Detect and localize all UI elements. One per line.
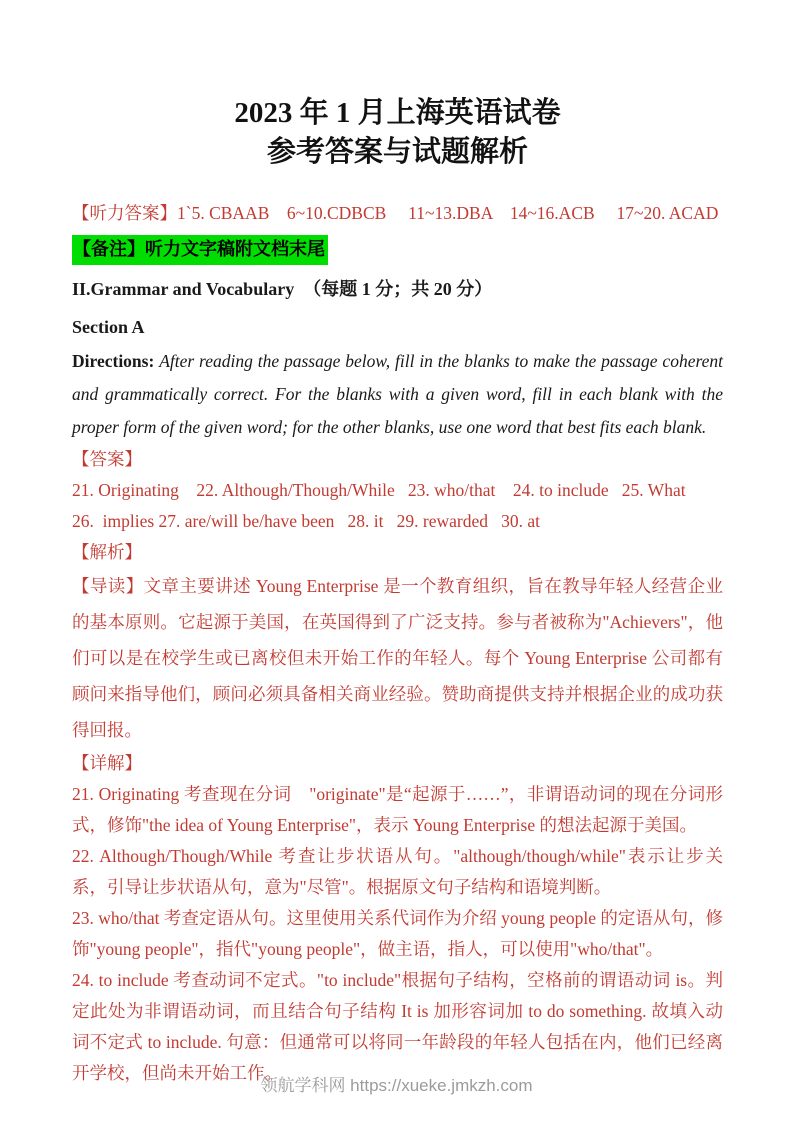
analysis-marker: 【解析】: [72, 542, 142, 562]
detail-paragraph-21: 21. Originating 考查现在分词 "originate"是“起源于……”，非谓语动词的现在分词形式，修饰"the idea of Young Enterprise"，表示 Young Enterprise 的想法起源于美国。: [72, 784, 723, 835]
directions-label: Directions:: [72, 351, 160, 371]
answer-marker: 【答案】: [72, 449, 142, 469]
listening-answers-label: 【听力答案】: [72, 203, 177, 223]
listening-answers-line: [72, 200, 723, 226]
listening-answers-values: 1`5. CBAAB 6~10.CDBCB 11~13.DBA 14~16.ACB 17~20. ACAD: [177, 203, 719, 223]
note-line: [72, 235, 723, 265]
intro-paragraph: 【导读】文章主要讲述 Young Enterprise 是一个教育组织，旨在教导年轻人经营企业的基本原则。它起源于美国，在英国得到了广泛支持。参与者被称为"Achievers"，他们可以是在校学生或已离校但未开始工作的年轻人。每个 Young Enterprise 公司都有顾问来指导他们，顾问必须具备相关商业经验。赞助商提供支持并根据企业的成功获得回报。: [72, 576, 723, 740]
detail-marker: 【详解】: [72, 753, 142, 773]
detail-paragraph-23: 23. who/that 考查定语从句。这里使用关系代词作为介绍 young people 的定语从句，修饰"young people"，指代"young people"，做主语，指人，可以使用"who/that"。: [72, 908, 723, 959]
directions-text: After reading the passage below, fill in the blanks to make the passage coherent and grammatically correct. For the blanks with a given word, fill in each blank with the proper form of the given word; for the other blanks, use one word that best fits each blank.: [72, 351, 724, 437]
answers-line-26-30: 26. implies 27. are/will be/have been 28. it 29. rewarded 30. at: [72, 511, 540, 531]
detail-paragraph-22: 22. Although/Though/While 考查让步状语从句。"although/though/while"表示让步关系，引导让步状语从句，意为"尽管"。根据原文句子结构和语境判断。: [72, 846, 723, 897]
site-watermark: 领航学科网 https://xueke.jmkzh.com: [260, 1076, 533, 1095]
page-title-line2: 参考答案与试题解析: [266, 136, 528, 168]
page-title: [72, 94, 723, 172]
detail-paragraph-24: 24. to include 考查动词不定式。"to include"根据句子结构，空格前的谓语动词 is。判定此处为非谓语动词，而且结合句子结构 It is 加形容词加 to do something. 故填入动词不定式 to include. 句意：但通常可以将同一年龄段的年轻人包括在内，他们已经离开学校，但尚未开始工作。: [72, 970, 723, 1083]
grammar-section-heading: II.Grammar and Vocabulary （每题 1 分；共 20 分）: [72, 279, 493, 299]
answers-line-21-25: 21. Originating 22. Although/Though/While 23. who/that 24. to include 25. What: [72, 480, 686, 500]
note-highlight: 【备注】听力文字稿附文档末尾: [72, 235, 328, 265]
section-a-heading: Section A: [72, 317, 145, 337]
page-title-line1: 2023 年 1 月上海英语试卷: [234, 97, 561, 129]
directions-paragraph: [72, 345, 723, 444]
